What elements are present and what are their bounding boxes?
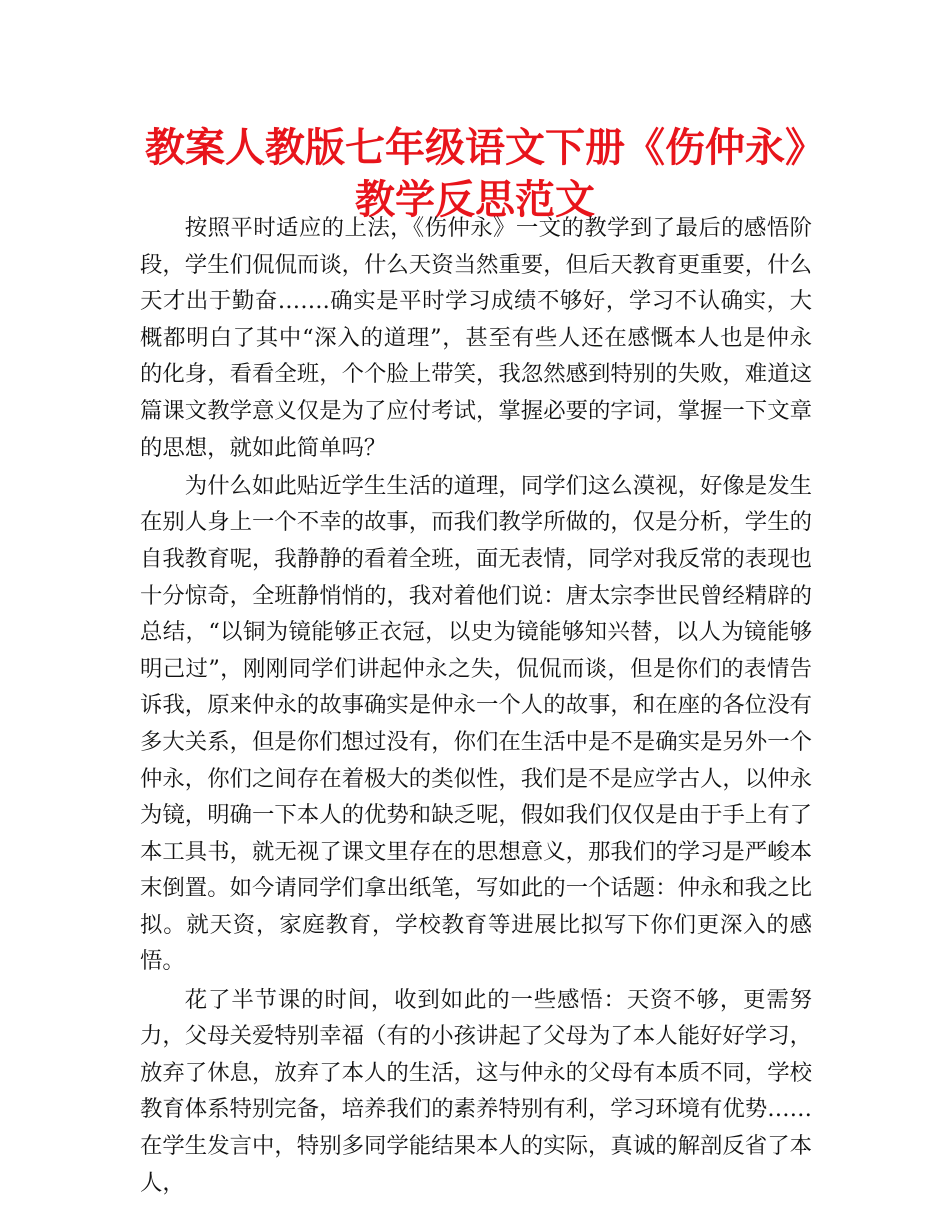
document-title: 教案人教版七年级语文下册《伤仲永》教学反思范文 — [145, 125, 805, 223]
paragraph-3: 花了半节课的时间，收到如此的一些感悟：天资不够，更需努力，父母关爱特别幸福（有的小孩讲起了父母为了本人能好好学习，放弃了休息，放弃了本人的生活，这与仲永的父母有本质不同，学校教育体系特别完备，培养我们的素养特别有利，学习环境有优势……在学生发言中，特别多同学能结果本人的实际，真诚的解剖反省了本人， — [140, 986, 812, 1196]
document-body — [140, 210, 812, 1203]
paragraph-1: 按照平时适应的上法，《伤仲永》一文的教学到了最后的感悟阶段，学生们侃侃而谈，什么天资当然重要，但后天教育更重要，什么天才出于勤奋…….确实是平时学习成绩不够好，学习不认确实，大概都明白了其中“深入的道理”，甚至有些人还在感慨本人也是仲永的化身，看看全班，个个脸上带笑，我忽然感到特别的失败，难道这篇课文教学意义仅是为了应付考试，掌握必要的字词，掌握一下文章的思想，就如此简单吗？ — [140, 215, 812, 461]
paragraph-2: 为什么如此贴近学生生活的道理，同学们这么漠视，好像是发生在别人身上一个不幸的故事，而我们教学所做的，仅是分析，学生的自我教育呢，我静静的看着全班，面无表情，同学对我反常的表现也十分惊奇，全班静悄悄的，我对着他们说：唐太宗李世民曾经精辟的总结，“以铜为镜能够正衣冠，以史为镜能够知兴替，以人为镜能够明己过”，刚刚同学们讲起仲永之失，侃侃而谈，但是你们的表情告诉我，原来仲永的故事确实是仲永一个人的故事，和在座的各位没有多大关系，但是你们想过没有，你们在生活中是不是确实是另外一个仲永，你们之间存在着极大的类似性，我们是不是应学古人，以仲永为镜，明确一下本人的优势和缺乏呢，假如我们仅仅是由于手上有了本工具书，就无视了课文里存在的思想意义，那我们的学习是严峻本末倒置。如今请同学们拿出纸笔，写如此的一个话题：仲永和我之比拟。就天资，家庭教育，学校教育等进展比拟写下你们更深入的感悟。 — [140, 472, 812, 975]
